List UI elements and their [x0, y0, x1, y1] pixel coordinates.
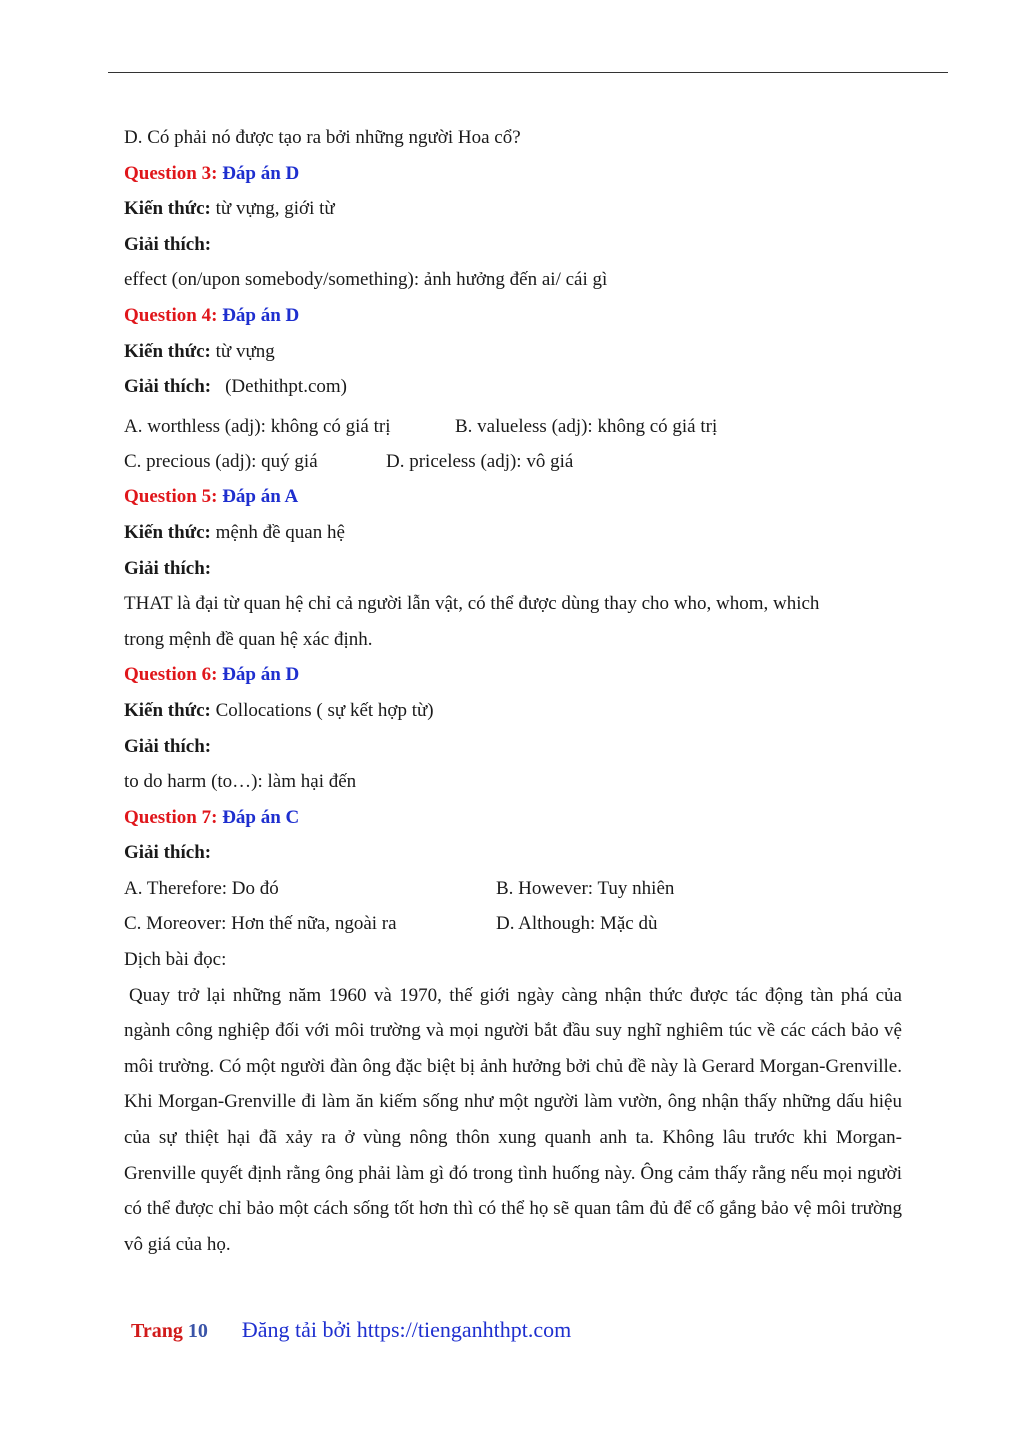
explanation-label: Giải thích: — [124, 233, 212, 255]
knowledge-text: từ vựng, giới từ — [210, 198, 335, 220]
question-heading — [124, 298, 902, 334]
option-d: D. Although: Mặc dù — [496, 913, 658, 935]
uploaded-by-link[interactable]: Đăng tải bởi https://tienganhthpt.com — [241, 1317, 572, 1342]
page-number: 10 — [187, 1320, 208, 1342]
option-a: A. Therefore: Do đó — [124, 877, 279, 899]
question-label: Question 4: — [124, 304, 223, 326]
explanation-text: trong mệnh đề quan hệ xác định. — [124, 628, 373, 650]
knowledge-text: từ vựng — [210, 340, 275, 362]
knowledge-line — [124, 334, 902, 370]
knowledge-label: Kiến thức: — [124, 699, 211, 721]
question-answer: Đáp án C — [222, 806, 300, 828]
question-heading — [124, 479, 902, 515]
option-b: B. However: Tuy nhiên — [496, 877, 675, 899]
question-heading — [124, 156, 902, 192]
explanation-label: Giải thích: — [124, 376, 212, 398]
translation-paragraph: Quay trở lại những năm 1960 và 1970, thế giới ngày càng nhận thức được tác động tàn phá của ngành công nghiệp đối với môi trường và mọi người bắt đầu suy nghĩ nghiêm túc về các cách bảo vệ môi trường. Có một người đàn ông đặc biệt bị ảnh hưởng bởi chủ đề này là Gerard Morgan-Grenville. Khi Morgan-Grenville đi làm ăn kiếm sống như một người làm vườn, ông nhận thấy những dấu hiệu của sự thiệt hại đã xảy ra ở vùng nông thôn xung quanh anh ta. Không lâu trước khi Morgan-Grenville quyết định rằng ông phải làm gì đó trong tình huống này. Ông cảm thấy rằng nếu mọi người có thể được chỉ bảo một cách sống tốt hơn thì có thể họ sẽ quan tâm đủ để cố gắng bảo vệ môi trường vô giá của họ. — [124, 984, 902, 1255]
options-row — [124, 405, 902, 444]
explanation-line — [124, 369, 902, 405]
option-b: B. valueless (adj): không có giá trị — [455, 415, 718, 437]
option-a: A. worthless (adj): không có giá trị — [124, 415, 391, 437]
explanation-text: THAT là đại từ quan hệ chỉ cả người lẫn vật, có thể được dùng thay cho who, whom, which — [124, 593, 820, 615]
page-footer — [131, 1313, 571, 1347]
option-d: D. priceless (adj): vô giá — [386, 450, 574, 472]
translation-heading: Dịch bài đọc: — [124, 949, 227, 971]
knowledge-line — [124, 515, 902, 551]
knowledge-text: mệnh đề quan hệ — [210, 521, 345, 543]
source-text: (Dethithpt.com) — [225, 376, 347, 398]
explanation-label: Giải thích: — [124, 735, 212, 757]
explanation-label: Giải thích: — [124, 842, 212, 864]
knowledge-label: Kiến thức: — [124, 521, 211, 543]
knowledge-label: Kiến thức: — [124, 198, 211, 220]
knowledge-line — [124, 191, 902, 227]
question-label: Question 3: — [124, 162, 223, 184]
options-row — [124, 871, 902, 907]
explanation-text: to do harm (to…): làm hại đến — [124, 771, 357, 793]
options-row — [124, 906, 902, 942]
question-label: Question 7: — [124, 806, 223, 828]
option-c: C. Moreover: Hơn thế nữa, ngoài ra — [124, 913, 397, 935]
page-content — [124, 120, 902, 1262]
option-line: D. Có phải nó được tạo ra bởi những người Hoa cổ? — [124, 127, 521, 148]
knowledge-line — [124, 693, 902, 729]
question-answer: Đáp án D — [222, 162, 300, 184]
header-rule — [108, 72, 948, 73]
knowledge-label: Kiến thức: — [124, 340, 211, 362]
option-c: C. precious (adj): quý giá — [124, 450, 318, 472]
question-label: Question 6: — [124, 664, 223, 686]
question-heading — [124, 657, 902, 693]
question-answer: Đáp án A — [222, 486, 299, 508]
question-answer: Đáp án D — [222, 304, 300, 326]
knowledge-text: Collocations ( sự kết hợp từ) — [210, 699, 434, 721]
question-label: Question 5: — [124, 486, 223, 508]
explanation-label: Giải thích: — [124, 557, 212, 579]
question-answer: Đáp án D — [222, 664, 300, 686]
explanation-text: effect (on/upon somebody/something): ảnh hưởng đến ai/ cái gì — [124, 269, 608, 291]
page-label: Trang — [131, 1320, 188, 1342]
options-row — [124, 444, 902, 480]
question-heading — [124, 800, 902, 836]
